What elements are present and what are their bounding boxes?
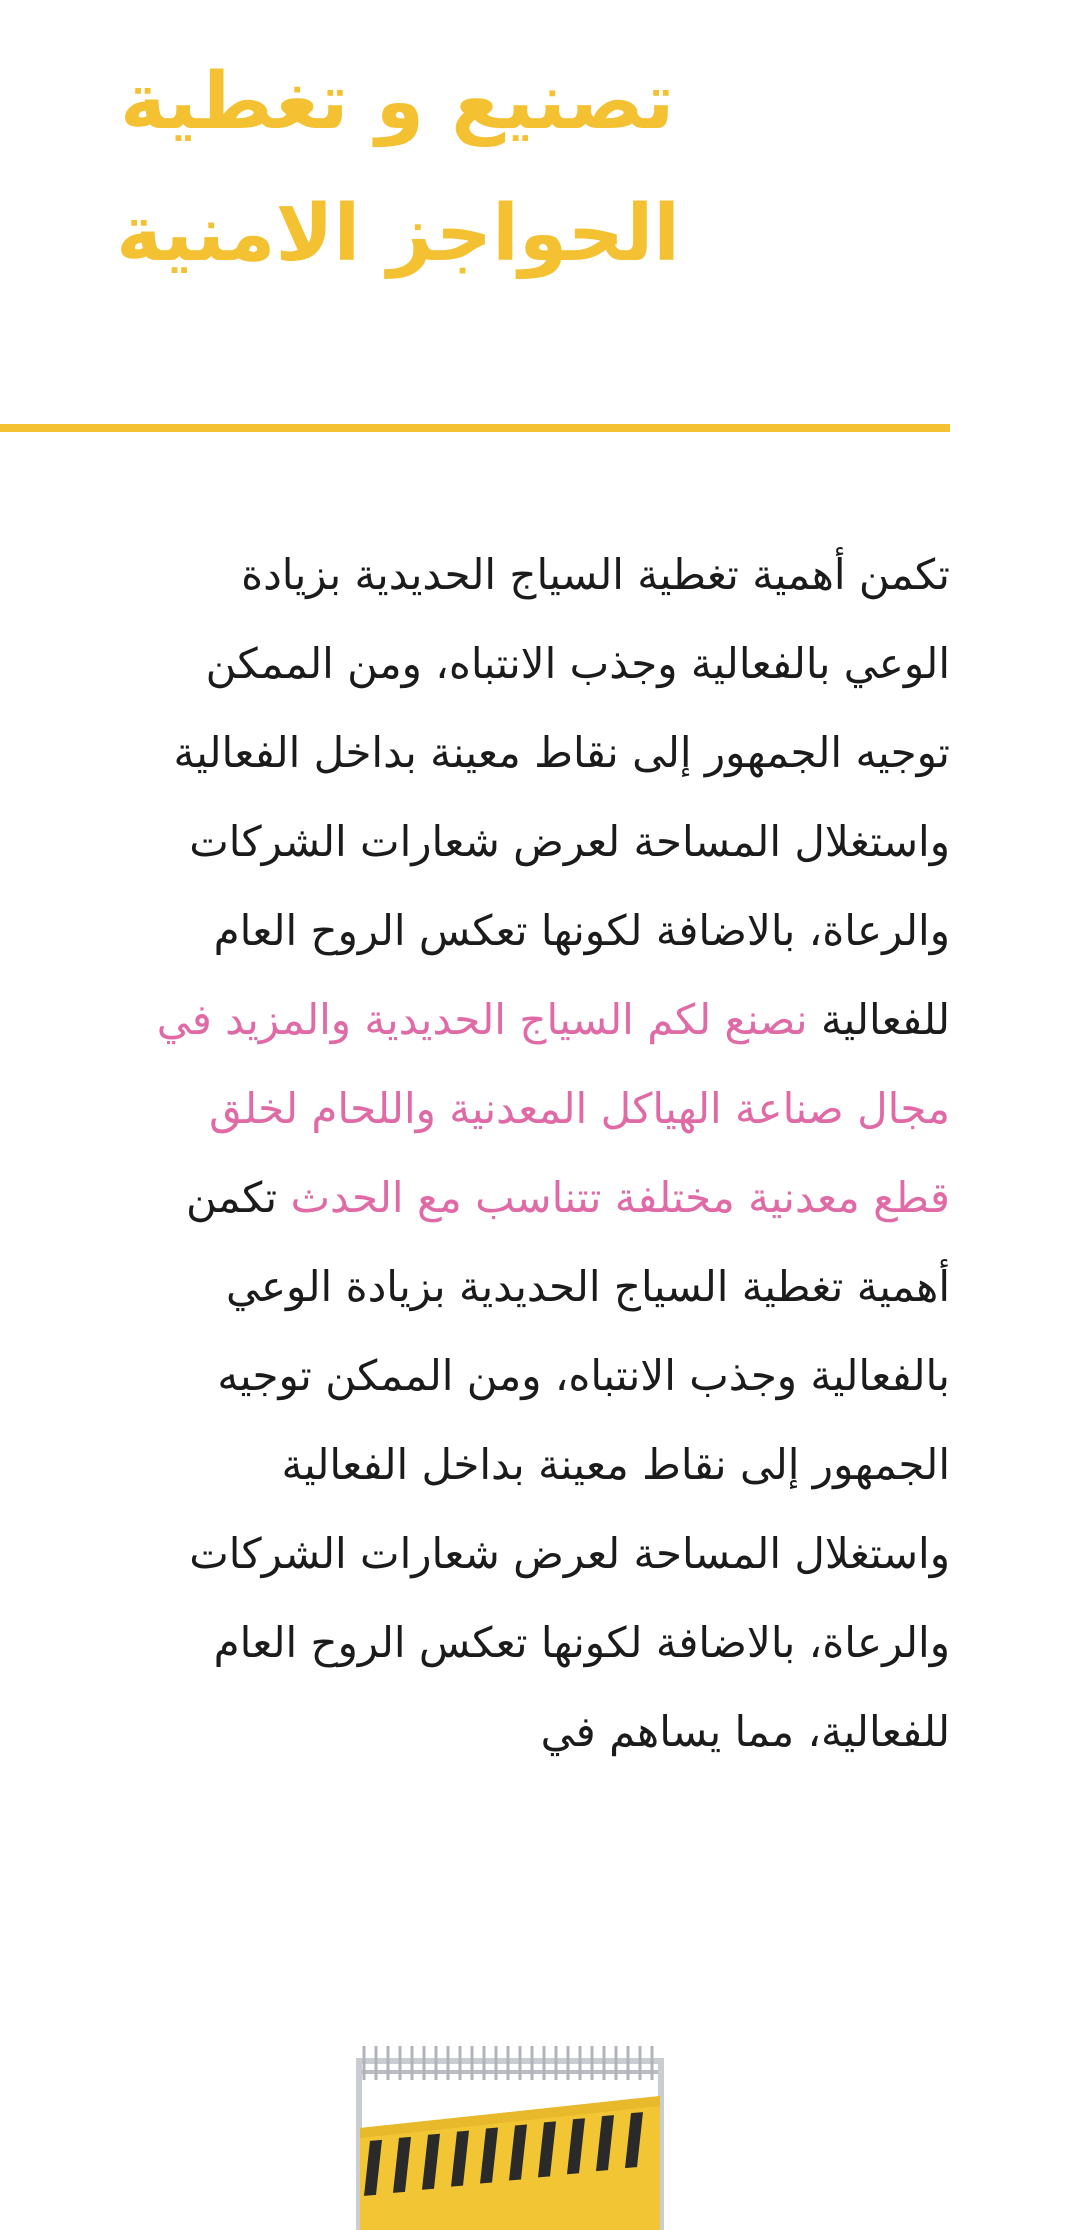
banner-cover	[360, 2096, 660, 2230]
page-title	[116, 36, 680, 300]
page-title-line-2: الحواجز الامنية	[116, 189, 680, 279]
fence-banner-illustration	[260, 2040, 720, 2230]
page-title-line-1: تصنيع و تغطية	[120, 57, 675, 147]
article-paragraph-1: تكمن أهمية تغطية السياج الحديدية بزيادة الوعي بالفعالية وجذب الانتباه، ومن الممكن توجيه الجمهور إلى نقاط معينة بداخل الفعالية واستغلال المساحة لعرض شعارات الشركات والرعاة، بالاضافة لكونها تعكس الروح العام للفعالية	[173, 550, 950, 1044]
article-highlight: نصنع لكم السياج الحديدية والمزيد في مجال صناعة الهياكل المعدنية واللحام لخلق قطع معدنية مختلفة تتناسب مع الحدث	[156, 995, 950, 1222]
fence-cover-image	[260, 2040, 720, 2230]
title-divider	[0, 424, 950, 432]
article-paragraph-2: تكمن أهمية تغطية السياج الحديدية بزيادة الوعي بالفعالية وجذب الانتباه، ومن الممكن توجيه الجمهور إلى نقاط معينة بداخل الفعالية واستغلال المساحة لعرض شعارات الشركات والرعاة، بالاضافة لكونها تعكس الروح العام للفعالية، مما يساهم في	[185, 1173, 950, 1756]
article-body	[150, 530, 950, 1776]
